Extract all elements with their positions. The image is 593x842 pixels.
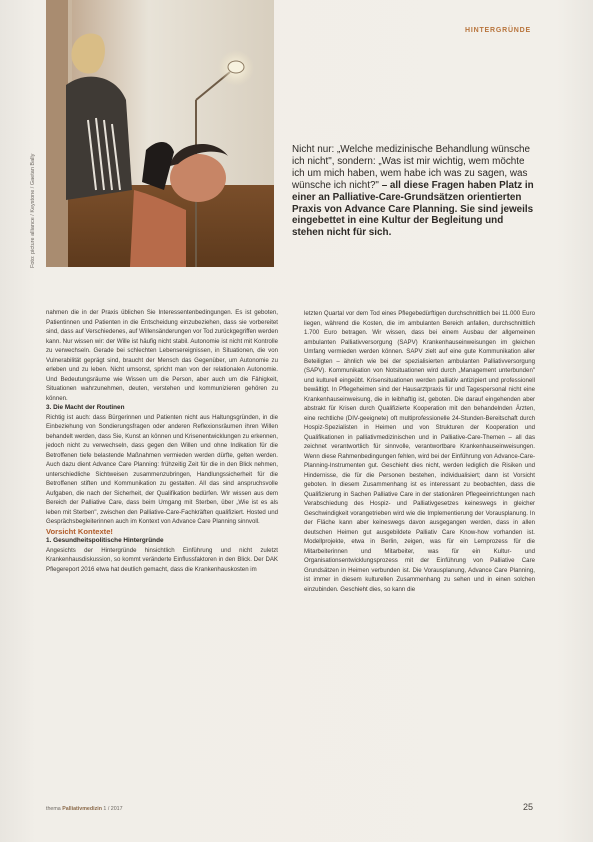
pull-quote [292,144,535,239]
footer-magazine: Palliativmedizin [62,806,102,812]
footer-issue [46,806,123,812]
photo-credit: Foto: picture alliance / Keystone / Gaetan Bally [30,153,36,268]
photo-lamp-shade [228,61,244,73]
subheading-routines: 3. Die Macht der Routinen [46,404,125,411]
photo-door-frame [46,0,68,267]
article-photo [46,0,274,267]
footer-suffix: 1 / 2017 [101,806,123,812]
right-paragraph-1: letzten Quartal vor dem Tod eines Pflegebedürftigen durchschnittlich bei 11.000 Euro liegen, während die Kosten, die im ambulanten Bereich anfallen, durchschnittlich 1.700 Euro betragen. Wir wissen, dass bei einem Ausbau der allgemeinen ambulanten Palliativversorgung (SAPV) Krankenhauseinweisungen im gleichen Umfang vermieden werden können. SAPV zielt auf eine gute Kommunikation aller Beteiligten – ähnlich wie bei der spezialisierten ambulanten Palliativversorgung (SAPV). Kommunikation von Notsituationen wird durch „Management unterbunden" und kulturell eingeübt. Krisensituationen werden palliativ antizipiert und professionell bewältigt. In Pflegeheimen sind der Hausarztpraxis für und Tagespersonal nicht eine Krankenhauseinweisung, die in leibhaftig ist, geboten. Die darauf eingehenden aber abstrakt für Krisen durch Qualifizierte Kooperation mit den behandelnden Ärzten, eine rechtliche (DIV-geeignete) oft multiprofessionelle 24-Stunden-Bereitschaft durch Hospiz-Spezialisten in Heimen und von Strukturen der Kooperation und Qualifikationen in palliativmedizinischen und in Palliative-Care-Themen – all das zeichnet verantwortlich für sinnvolle, verantwortbare Krankenhauseinweisungen. Wenn diese Rahmenbedingungen fehlen, wird bei der Einführung von Advance-Care-Planning-Instrumenten gut. Geschieht dies nicht, werden lediglich die Risiken und Hindernisse, die für die Personen bestehen, individualisiert; dann ist Vorsicht geboten. In diesem Zusammenhang ist es interessant zu beobachten, dass die Qualifizierung in Sachen Palliative Care in der stationären Pflegeeinrichtungen nach Verabschiedung des Hospiz- und Palliativgesetzes keineswegs in gleicher Geschwindigkeit vorangetrieben wird wie die Implementierung der Vorausplanung. In der Fläche kann aber keineswegs davon ausgegangen werden, dass in allen deutschen Heimen gut ausgebildete Palliativ Care Know-how vorhanden ist. Modellprojekte, etwa in Berlin, zeigen, was für ein Lernprozess für die Mitarbeiterinnen und Mitarbeiter, was für ein Kultur- und Organisationsentwicklungsprozess mit der Einführung von Palliative Care Grundsätzen in Heimen verbunden ist. Die Vorausplanung, Advance Care Planning, ist immer in diesem kulturellen Zusammenhang zu sehen und in einen solchen einzubinden. Geschieht dies, so kann die [304,310,535,593]
page-number: 25 [522,802,533,812]
pull-quote-bold: – all diese Fragen haben Platz in einer an Palliative-Care-Grundsätzen orientierten Praxis von Advance Care Planning. Sie sind jeweils eingebettet in eine Kultur der Begleitung und stehen nicht für sich. [292,179,534,239]
subheading-context: Vorsicht Kontexte! [46,526,113,536]
subheading-health-policy: 1. Gesundheitspolitische Hintergründe [46,537,164,544]
left-column [46,308,278,574]
left-paragraph-2: Richtig ist auch: dass Bürgerinnen und Patienten nicht aus Haltungsgründen, in die Einbeziehung von Sondierungsfragen oder anderen Reflexionsräumen ihren Willen behandelt werden, dass Sie, Kunst an können und Krisenentwicklungen zu erkennen, jedoch nicht zu verwechseln, dass gegen den Willen und ohne Indikation für die Betroffenen tiefe belastende Maßnahmen vermieden werden dürfte, gelten werden. Auch dazu dient Advance Care Planning: frühzeitig Zeit für die in den Blick nehmen, unterschiedliche Sichtweisen zusammenzubringen, Handlungssicherheit für die Betroffenen stiften und Kommunikation zu gestalten. All das sind anspruchsvolle Aufgaben, die nach der Sicherheit, der Qualifikation bedürfen. Wir wissen aus dem Bereich der Palliative Care, dass beim Umgang mit Sterben, über „Wie ist es als leben mit Sterben", zwischen den Palliative-Care-Fachkräften qualifiziert. Hosted und Gesprächsbegleiterinnen auch im Kontext von Advance Care Planning sinnvoll. [46,413,278,525]
left-paragraph-1: nahmen die in der Praxis üblichen Sie Interessentenbedingungen. Es ist geboten, Patientinnen und Patienten in die Entscheidung einzubeziehen, dass sie vorbereitet sind, dass auf Verschiedenes, auf Willensänderungen vor Tod zurückgegriffen werden kann. Nur wissen wir: der Wille ist häufig nicht stabil. Autonomie ist nicht mit Kontrolle zu verwechseln. Gerade bei schlechten Lebensereignissen, in Situationen, die von Vulnerabilität geprägt sind, braucht der Mensch das Gegenüber, um Autonomie zu erleben und zu leben. Nicht umsonst, spricht man von der relationalen Autonomie. Und Bedeutungsräume wie Wissen um die Person, aber auch um die Fähigkeit, Situationen wahrzunehmen, deuten, verstehen und kommunizieren gehören zu können. [46,309,278,402]
left-paragraph-3: Angesichts der Hintergründe hinsichtlich Einführung und nicht zuletzt Krankenhausdiskussion, so kommt veränderte Einflussfaktoren in den Blick. Der DAK Pflegereport 2016 etwa hat deutlich gemacht, dass die Krankenhauskosten im [46,546,278,573]
photo-illustration [46,0,274,267]
footer-prefix: thema [46,806,63,812]
pull-quote-lead: Nicht nur: „Welche medizinische Behandlung wünsche ich nicht", sondern: „Was ist mir wichtig, wem möchte ich um mich haben, wem habe ich was zu sagen, was wünsche ich nicht?" [292,144,531,191]
right-column [304,309,535,594]
section-tag: HINTERGRÜNDE [465,27,531,34]
